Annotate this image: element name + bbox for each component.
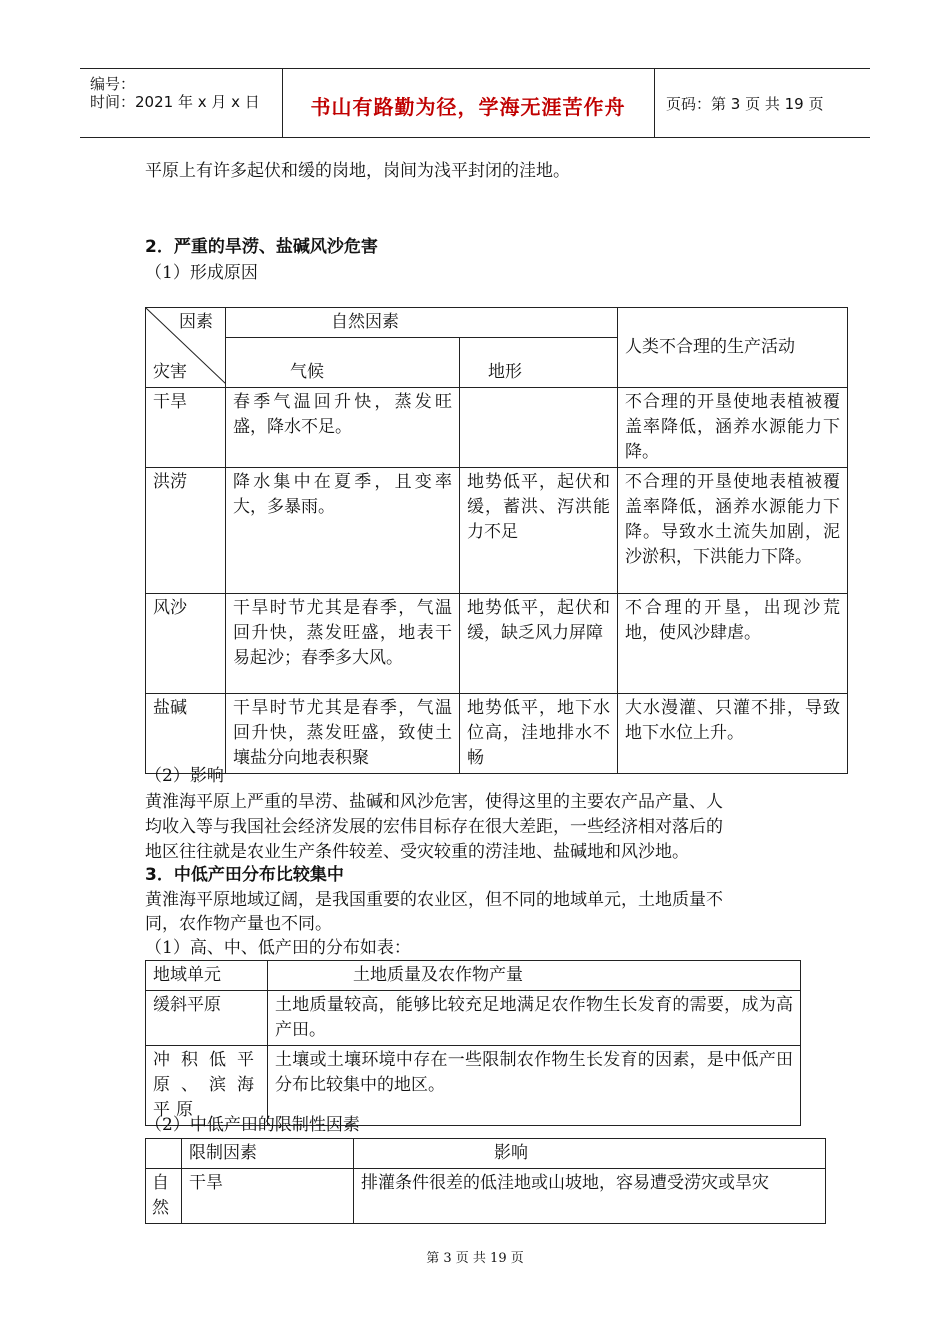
col-header-factor: 限制因素 <box>182 1139 354 1169</box>
time-label: 时间：2021 年 x 月 x 日 <box>90 93 260 111</box>
unit-cell: 冲积低平原、滨海平原 <box>146 1046 268 1126</box>
human-cell: 大水漫灌、只灌不排，导致地下水位上升。 <box>618 694 848 774</box>
corner-cell <box>146 308 226 388</box>
intro-line: 平原上有许多起伏和缓的岗地，岗间为浅平封闭的洼地。 <box>145 161 570 181</box>
group-cell: 自然 <box>146 1169 182 1224</box>
section-2-title: 2．严重的旱涝、盐碱风沙危害 <box>145 237 378 257</box>
header-meta <box>80 69 283 137</box>
impact-line: 均收入等与我国社会经济发展的宏伟目标存在很大差距，一些经济相对落后的 <box>145 817 723 837</box>
code-label: 编号： <box>90 75 136 93</box>
section-2-sub1: （1）形成原因 <box>145 263 258 283</box>
table-row <box>146 991 801 1046</box>
terrain-cell: 地势低平，地下水位高，洼地排水不畅 <box>460 694 618 774</box>
human-factors-header: 人类不合理的生产活动 <box>618 308 848 388</box>
impact-line: 黄淮海平原上严重的旱涝、盐碱和风沙危害，使得这里的主要农产品产量、人 <box>145 792 723 812</box>
impact-line: 地区往往就是农业生产条件较差、受灾较重的涝洼地、盐碱地和风沙地。 <box>145 842 689 862</box>
corner-top-label: 因素 <box>179 312 213 332</box>
hazard-cell: 洪涝 <box>146 468 226 594</box>
section-3-title: 3．中低产田分布比较集中 <box>145 865 344 885</box>
desc-cell: 土壤或土壤环境中存在一些限制农作物生长发育的因素，是中低产田分布比较集中的地区。 <box>268 1046 801 1126</box>
table-row <box>146 594 848 694</box>
table-row <box>146 468 848 594</box>
human-cell: 不合理的开垦使地表植被覆盖率降低，涵养水源能力下降。 <box>618 388 848 468</box>
terrain-header: 地形 <box>460 338 618 388</box>
page-info: 页码：第 3 页 共 19 页 <box>666 95 824 113</box>
terrain-cell: 地势低平，起伏和缓，缺乏风力屏障 <box>460 594 618 694</box>
terrain-cell <box>460 388 618 468</box>
hazard-cell: 盐碱 <box>146 694 226 774</box>
table-row <box>146 1169 826 1224</box>
terrain-cell: 地势低平，起伏和缓，蓄洪、泻洪能力不足 <box>460 468 618 594</box>
climate-header: 气候 <box>226 338 460 388</box>
header-motto-cell <box>282 69 655 137</box>
climate-cell: 降水集中在夏季，且变率大，多暴雨。 <box>226 468 460 594</box>
hazard-cause-table <box>145 307 848 774</box>
climate-cell: 干旱时节尤其是春季，气温回升快，蒸发旺盛，致使土壤盐分向地表积聚 <box>226 694 460 774</box>
motto: 书山有路勤为径，学海无涯苦作舟 <box>310 95 626 119</box>
climate-cell: 干旱时节尤其是春季，气温回升快，蒸发旺盛，地表干易起沙；春季多大风。 <box>226 594 460 694</box>
section-3-sub1: （1）高、中、低产田的分布如表： <box>145 938 411 958</box>
natural-factors-header: 自然因素 <box>226 308 618 338</box>
climate-cell: 春季气温回升快，蒸发旺盛，降水不足。 <box>226 388 460 468</box>
section-3-intro-line: 同，农作物产量也不同。 <box>145 914 332 934</box>
header-page-cell <box>654 69 870 137</box>
hazard-cell: 干旱 <box>146 388 226 468</box>
table-row <box>146 694 848 774</box>
section-3-intro-line: 黄淮海平原地域辽阔，是我国重要的农业区，但不同的地域单元，土地质量不 <box>145 890 723 910</box>
factor-cell: 干旱 <box>182 1169 354 1224</box>
page-footer: 第 3 页 共 19 页 <box>426 1251 524 1266</box>
limiting-factors-table <box>145 1138 826 1224</box>
land-quality-table <box>145 960 801 1126</box>
impact-cell: 排灌条件很差的低洼地或山坡地，容易遭受涝灾或旱灾 <box>354 1169 826 1224</box>
empty-header-cell <box>146 1139 182 1169</box>
table-row <box>146 388 848 468</box>
page-header <box>80 68 870 138</box>
hazard-cell: 风沙 <box>146 594 226 694</box>
corner-bottom-label: 灾害 <box>153 362 187 382</box>
section-2-sub2: （2）影响 <box>145 766 224 786</box>
section-3-sub2: （2）中低产田的限制性因素 <box>145 1115 360 1135</box>
human-cell: 不合理的开垦，出现沙荒地，使风沙肆虐。 <box>618 594 848 694</box>
col-header-unit: 地域单元 <box>146 961 268 991</box>
desc-cell: 土地质量较高，能够比较充足地满足农作物生长发育的需要，成为高产田。 <box>268 991 801 1046</box>
unit-cell: 缓斜平原 <box>146 991 268 1046</box>
col-header-quality: 土地质量及农作物产量 <box>268 961 801 991</box>
human-cell: 不合理的开垦使地表植被覆盖率降低，涵养水源能力下降。导致水土流失加剧，泥沙淤积，下洪能力下降。 <box>618 468 848 594</box>
col-header-impact: 影响 <box>354 1139 826 1169</box>
